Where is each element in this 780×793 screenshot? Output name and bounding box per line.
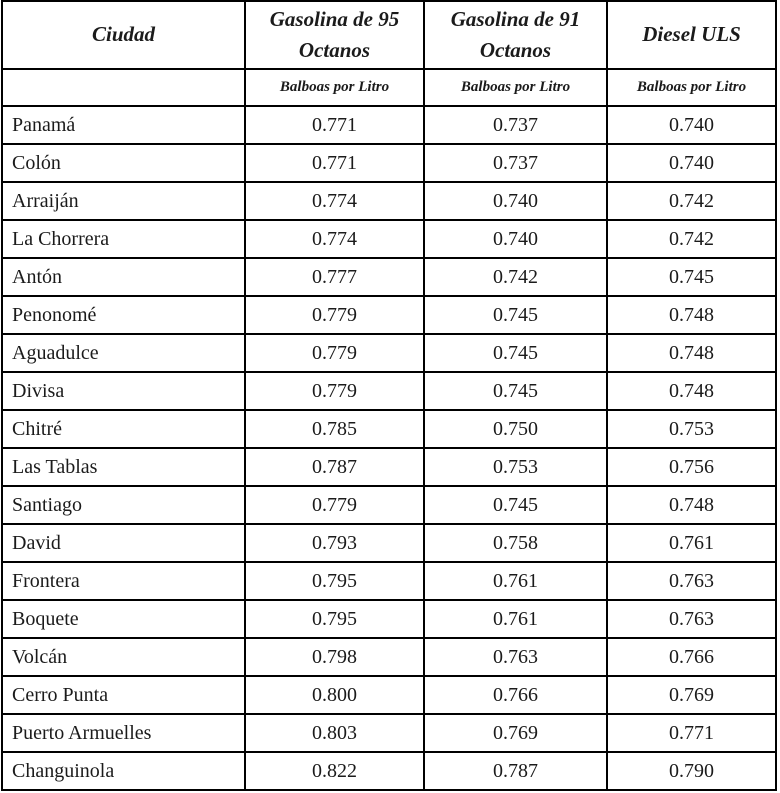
price-cell-gasolina-95: 0.779	[245, 296, 424, 334]
unit-cell-empty	[2, 69, 245, 106]
table-row	[2, 562, 776, 600]
price-cell-diesel-uls: 0.753	[607, 410, 776, 448]
price-cell-gasolina-91: 0.737	[424, 144, 607, 182]
price-cell-diesel-uls: 0.740	[607, 106, 776, 144]
city-cell: Antón	[2, 258, 245, 296]
col-header-gasolina-95: Gasolina de 95 Octanos	[245, 1, 424, 69]
price-cell-diesel-uls: 0.748	[607, 486, 776, 524]
price-cell-gasolina-91: 0.758	[424, 524, 607, 562]
table-row	[2, 258, 776, 296]
city-cell: Colón	[2, 144, 245, 182]
price-cell-diesel-uls: 0.748	[607, 372, 776, 410]
price-cell-diesel-uls: 0.771	[607, 714, 776, 752]
price-cell-gasolina-95: 0.785	[245, 410, 424, 448]
city-cell: La Chorrera	[2, 220, 245, 258]
table-row	[2, 638, 776, 676]
price-cell-gasolina-95: 0.774	[245, 182, 424, 220]
price-cell-gasolina-95: 0.774	[245, 220, 424, 258]
price-cell-gasolina-95: 0.822	[245, 752, 424, 790]
fuel-price-table	[1, 0, 777, 791]
price-cell-gasolina-91: 0.769	[424, 714, 607, 752]
price-cell-gasolina-91: 0.745	[424, 296, 607, 334]
table-row	[2, 600, 776, 638]
price-cell-gasolina-91: 0.742	[424, 258, 607, 296]
price-cell-diesel-uls: 0.763	[607, 562, 776, 600]
price-cell-gasolina-95: 0.787	[245, 448, 424, 486]
table-row	[2, 144, 776, 182]
price-cell-gasolina-95: 0.779	[245, 486, 424, 524]
price-cell-diesel-uls: 0.763	[607, 600, 776, 638]
table-body	[2, 106, 776, 790]
city-cell: Penonomé	[2, 296, 245, 334]
price-cell-gasolina-95: 0.771	[245, 106, 424, 144]
price-cell-gasolina-95: 0.798	[245, 638, 424, 676]
table-row	[2, 486, 776, 524]
city-cell: Frontera	[2, 562, 245, 600]
col-header-gasolina-91: Gasolina de 91 Octanos	[424, 1, 607, 69]
price-cell-diesel-uls: 0.756	[607, 448, 776, 486]
price-cell-gasolina-91: 0.745	[424, 486, 607, 524]
price-cell-gasolina-95: 0.795	[245, 562, 424, 600]
table-row	[2, 448, 776, 486]
table-row	[2, 106, 776, 144]
unit-cell-diesel-uls: Balboas por Litro	[607, 69, 776, 106]
city-cell: Arraiján	[2, 182, 245, 220]
price-cell-gasolina-95: 0.793	[245, 524, 424, 562]
table-row	[2, 372, 776, 410]
city-cell: Chitré	[2, 410, 245, 448]
table-row	[2, 334, 776, 372]
header-row	[2, 1, 776, 69]
price-cell-gasolina-91: 0.737	[424, 106, 607, 144]
table-row	[2, 410, 776, 448]
price-cell-gasolina-91: 0.787	[424, 752, 607, 790]
price-cell-gasolina-95: 0.779	[245, 372, 424, 410]
city-cell: Changuinola	[2, 752, 245, 790]
price-cell-diesel-uls: 0.766	[607, 638, 776, 676]
price-cell-gasolina-91: 0.766	[424, 676, 607, 714]
city-cell: Divisa	[2, 372, 245, 410]
city-cell: Las Tablas	[2, 448, 245, 486]
unit-cell-gasolina-91: Balboas por Litro	[424, 69, 607, 106]
unit-row	[2, 69, 776, 106]
city-cell: Puerto Armuelles	[2, 714, 245, 752]
price-cell-diesel-uls: 0.742	[607, 182, 776, 220]
price-cell-gasolina-95: 0.777	[245, 258, 424, 296]
table-header	[2, 1, 776, 106]
price-cell-diesel-uls: 0.745	[607, 258, 776, 296]
col-header-ciudad: Ciudad	[2, 1, 245, 69]
price-cell-diesel-uls: 0.740	[607, 144, 776, 182]
price-cell-gasolina-91: 0.745	[424, 334, 607, 372]
city-cell: Aguadulce	[2, 334, 245, 372]
table-row	[2, 714, 776, 752]
price-cell-diesel-uls: 0.790	[607, 752, 776, 790]
price-cell-gasolina-91: 0.761	[424, 562, 607, 600]
price-cell-gasolina-91: 0.763	[424, 638, 607, 676]
city-cell: David	[2, 524, 245, 562]
city-cell: Santiago	[2, 486, 245, 524]
price-cell-diesel-uls: 0.748	[607, 334, 776, 372]
price-cell-gasolina-91: 0.740	[424, 220, 607, 258]
col-header-diesel-uls: Diesel ULS	[607, 1, 776, 69]
table-row	[2, 296, 776, 334]
price-cell-diesel-uls: 0.761	[607, 524, 776, 562]
price-cell-gasolina-95: 0.771	[245, 144, 424, 182]
price-cell-diesel-uls: 0.748	[607, 296, 776, 334]
city-cell: Panamá	[2, 106, 245, 144]
price-cell-gasolina-95: 0.779	[245, 334, 424, 372]
price-cell-gasolina-91: 0.745	[424, 372, 607, 410]
city-cell: Boquete	[2, 600, 245, 638]
price-cell-gasolina-91: 0.753	[424, 448, 607, 486]
price-cell-gasolina-95: 0.803	[245, 714, 424, 752]
price-cell-gasolina-91: 0.750	[424, 410, 607, 448]
price-cell-gasolina-91: 0.761	[424, 600, 607, 638]
price-cell-diesel-uls: 0.769	[607, 676, 776, 714]
price-cell-gasolina-95: 0.795	[245, 600, 424, 638]
city-cell: Volcán	[2, 638, 245, 676]
price-cell-diesel-uls: 0.742	[607, 220, 776, 258]
table-row	[2, 182, 776, 220]
table-row	[2, 220, 776, 258]
table-row	[2, 676, 776, 714]
unit-cell-gasolina-95: Balboas por Litro	[245, 69, 424, 106]
table-row	[2, 752, 776, 790]
table-row	[2, 524, 776, 562]
price-cell-gasolina-91: 0.740	[424, 182, 607, 220]
city-cell: Cerro Punta	[2, 676, 245, 714]
price-cell-gasolina-95: 0.800	[245, 676, 424, 714]
